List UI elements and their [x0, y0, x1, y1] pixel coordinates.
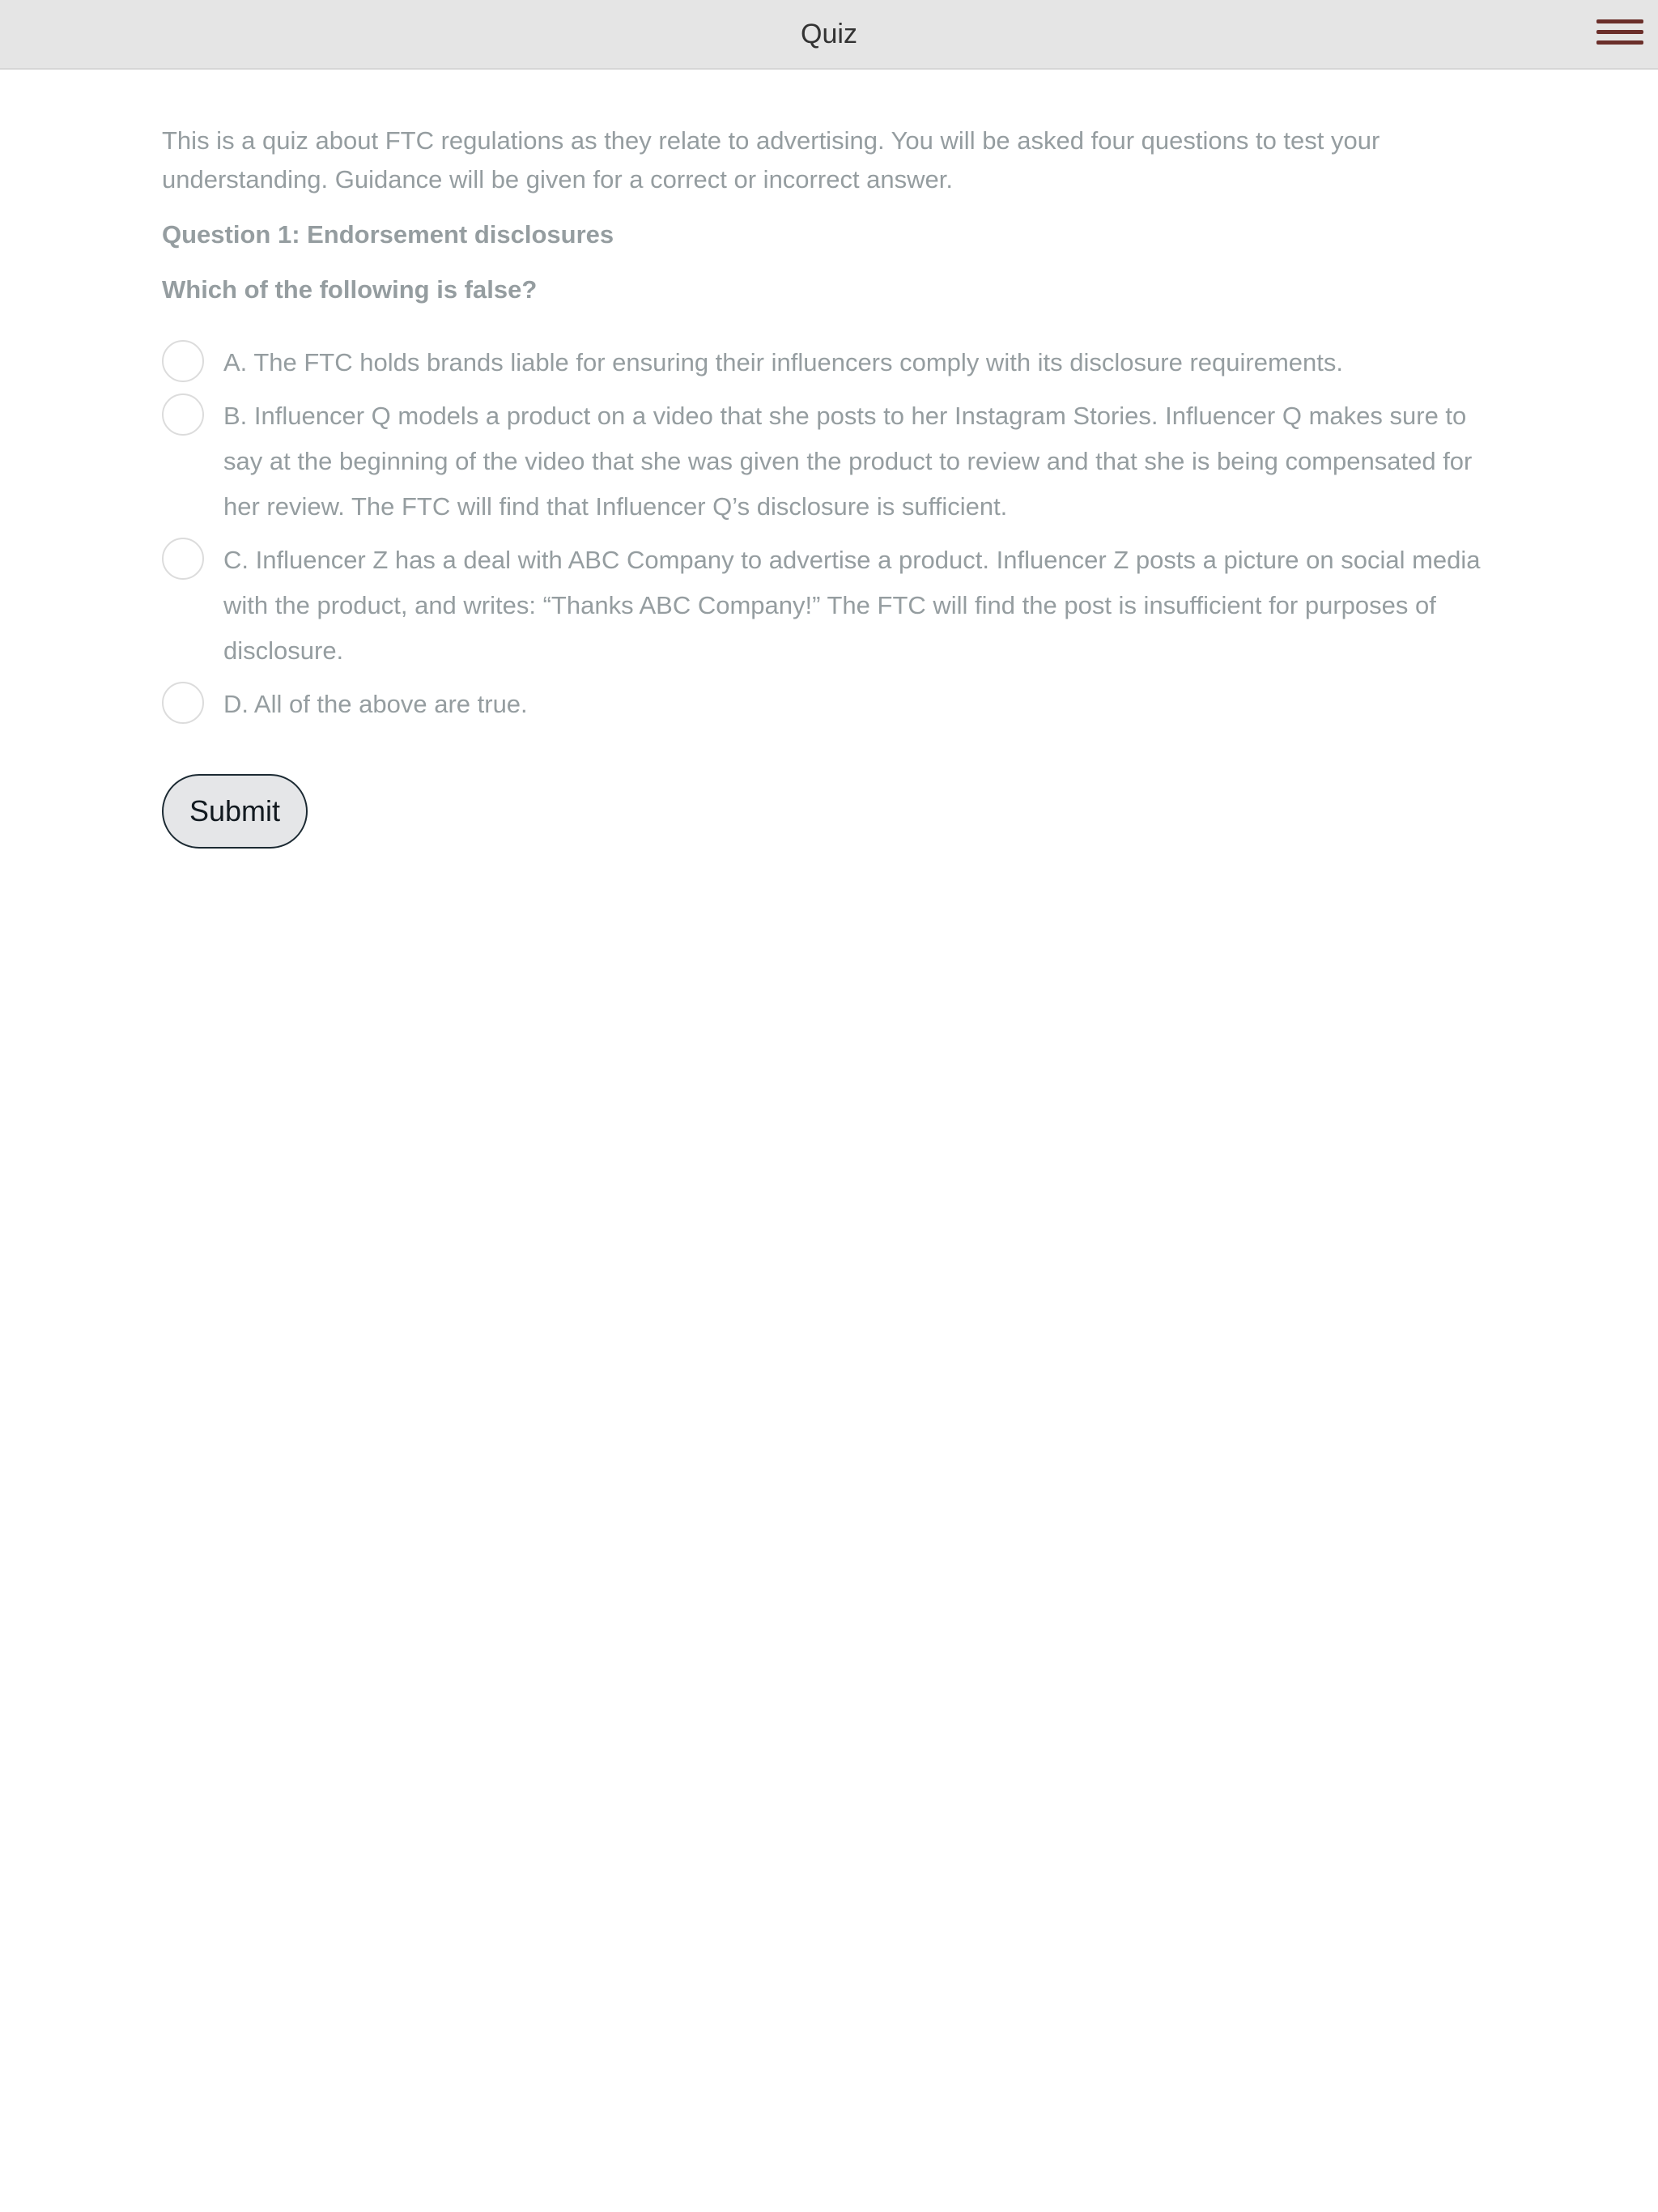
- radio-button-a[interactable]: [162, 340, 204, 382]
- top-bar: [0, 0, 1658, 70]
- radio-button-b[interactable]: [162, 393, 204, 436]
- answer-option-c[interactable]: [162, 538, 1490, 674]
- answer-option-label: A. The FTC holds brands liable for ensuring their influencers comply with its disclosure requirements.: [223, 348, 1343, 376]
- hamburger-menu-icon[interactable]: [1596, 19, 1643, 52]
- menu-bar-line: [1596, 40, 1643, 45]
- answer-option-d[interactable]: [162, 682, 1490, 727]
- answer-option-label: B. Influencer Q models a product on a video that she posts to her Instagram Stories. Influencer Q makes sure to say at the beginning of the video that she was given the product to review and that she is being compensated for her review. The FTC will find that Influencer Q’s disclosure is sufficient.: [223, 402, 1473, 521]
- answer-option-label: D. All of the above are true.: [223, 690, 528, 718]
- submit-button[interactable]: Submit: [162, 774, 308, 849]
- answer-options: [162, 340, 1490, 727]
- page-title: Quiz: [801, 19, 857, 49]
- answer-option-a[interactable]: [162, 340, 1490, 385]
- menu-bar-line: [1596, 30, 1643, 34]
- question-prompt: Which of the following is false?: [162, 275, 538, 304]
- quiz-content: [162, 121, 1490, 849]
- radio-button-d[interactable]: [162, 682, 204, 724]
- radio-button-c[interactable]: [162, 538, 204, 580]
- answer-option-b[interactable]: [162, 393, 1490, 530]
- question-title: Question 1: Endorsement disclosures: [162, 220, 614, 249]
- quiz-intro: This is a quiz about FTC regulations as they relate to advertising. You will be asked four questions to test your understanding. Guidance will be given for a correct or incorrect answer.: [162, 126, 1380, 194]
- answer-option-label: C. Influencer Z has a deal with ABC Company to advertise a product. Influencer Z posts a picture on social media with the product, and writes: “Thanks ABC Company!” The FTC will find the post is insufficient for purposes of disclosure.: [223, 546, 1481, 665]
- menu-bar-line: [1596, 19, 1643, 23]
